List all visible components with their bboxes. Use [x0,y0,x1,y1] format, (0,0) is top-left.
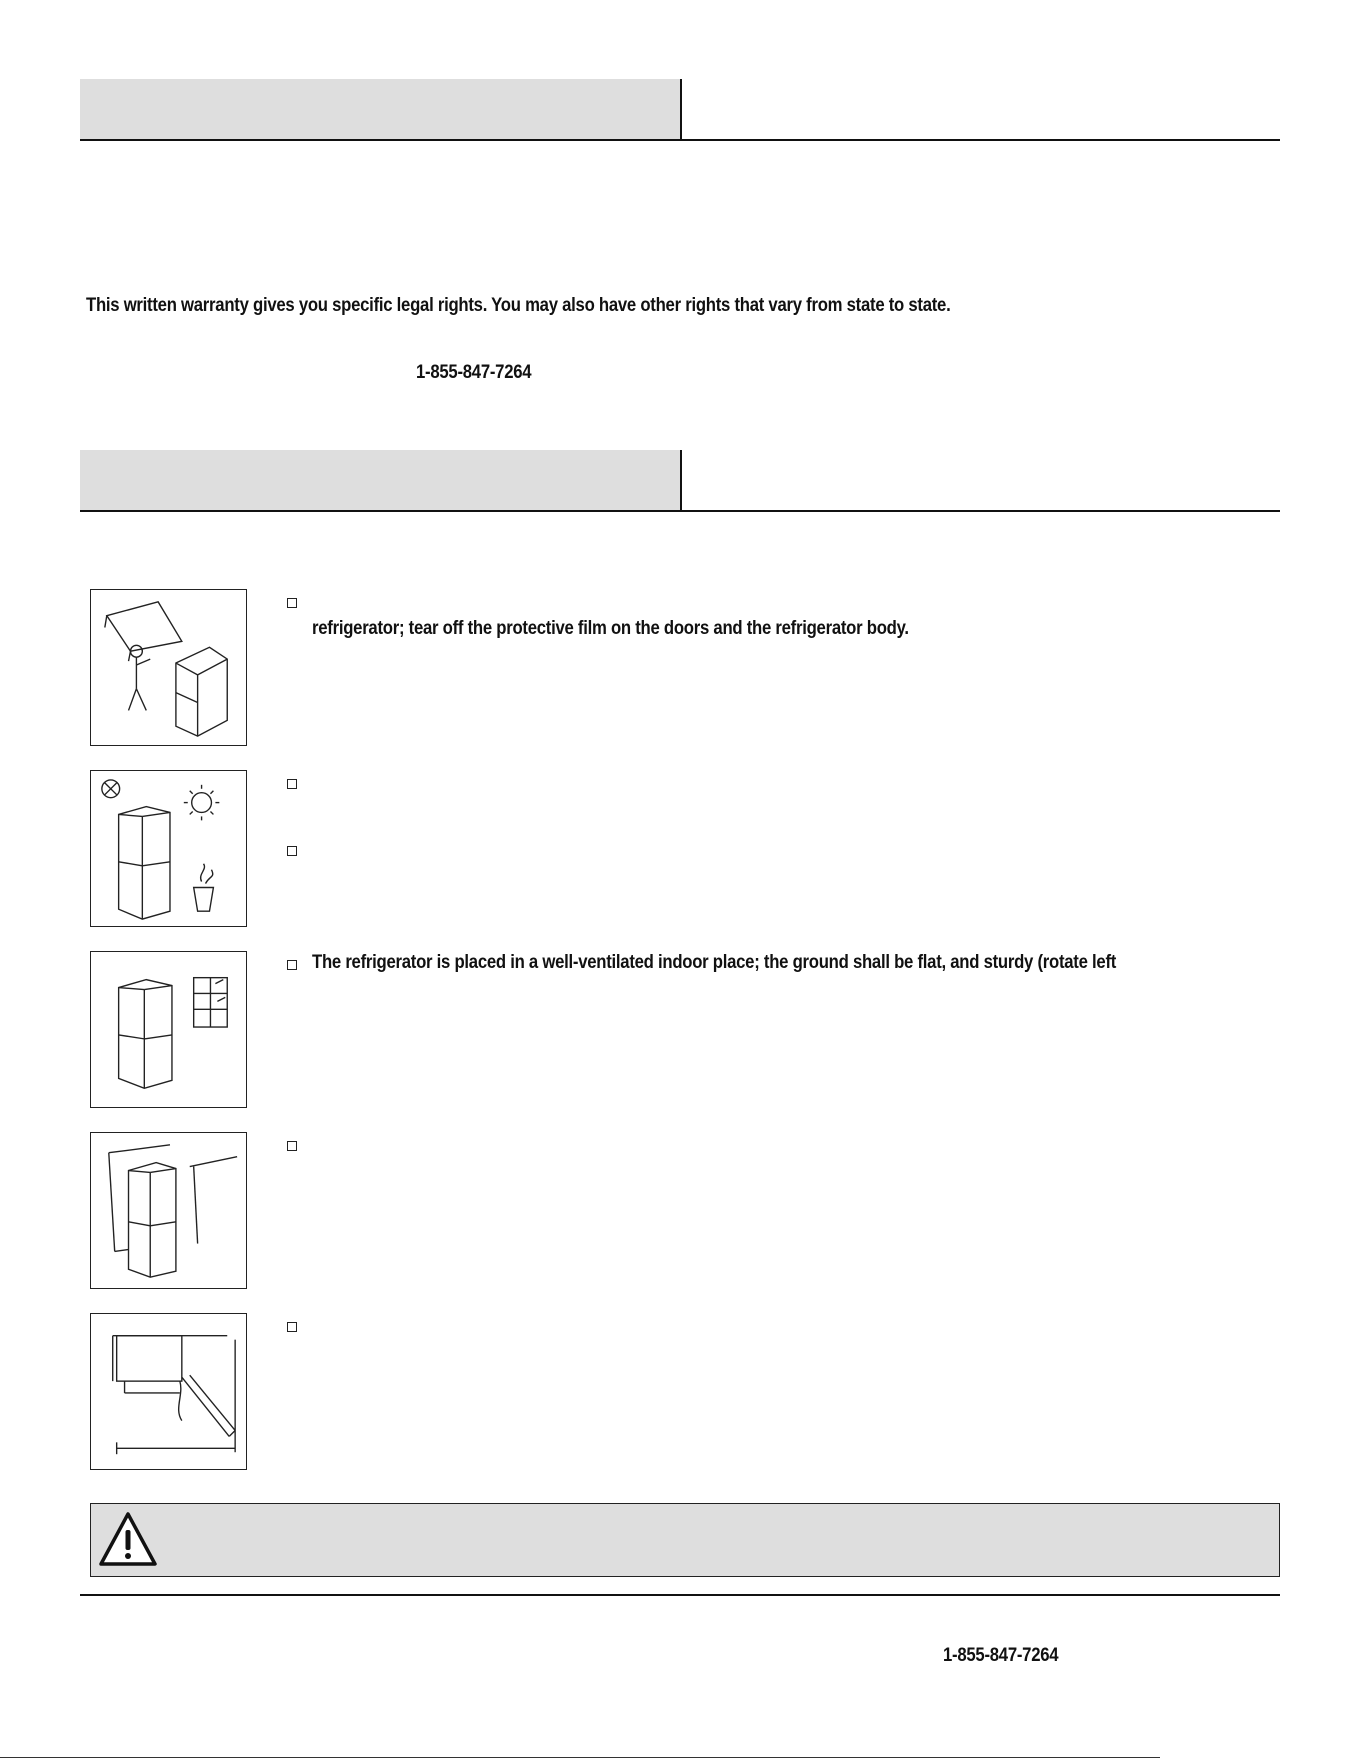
section-title-bar [80,79,680,140]
door-clearance-icon [90,1313,247,1470]
ventilated-room-icon [90,951,247,1108]
item-text: The refrigerator is placed in a well-ventilated indoor place; the ground shall be flat, and sturdy (rotate left [312,952,1117,973]
warning-box [90,1503,1280,1577]
divider [80,510,1280,512]
section-title-bar [80,450,680,511]
warranty-section-header [80,79,1280,141]
wall-clearance-icon [90,1132,247,1289]
checkbox [287,1322,297,1332]
divider [680,79,682,141]
installation-section-header [80,450,1280,512]
checkbox [287,779,297,789]
divider [0,1757,1160,1758]
warning-triangle-icon [97,1510,159,1570]
footer-phone-number: 1-855-847-7264 [943,1645,1059,1666]
divider [80,139,1280,141]
unpacking-icon [90,589,247,746]
checkbox [287,1141,297,1151]
divider [80,1594,1280,1596]
legal-rights-text: This written warranty gives you specific legal rights. You may also have other rights that vary from state to state. [86,295,951,316]
no-sun-or-moisture-icon [90,770,247,927]
checkbox [287,598,297,608]
warranty-phone-number: 1-855-847-7264 [416,362,532,383]
checkbox [287,960,297,970]
checkbox [287,846,297,856]
item-text: refrigerator; tear off the protective film on the doors and the refrigerator body. [312,618,909,639]
divider [680,450,682,512]
